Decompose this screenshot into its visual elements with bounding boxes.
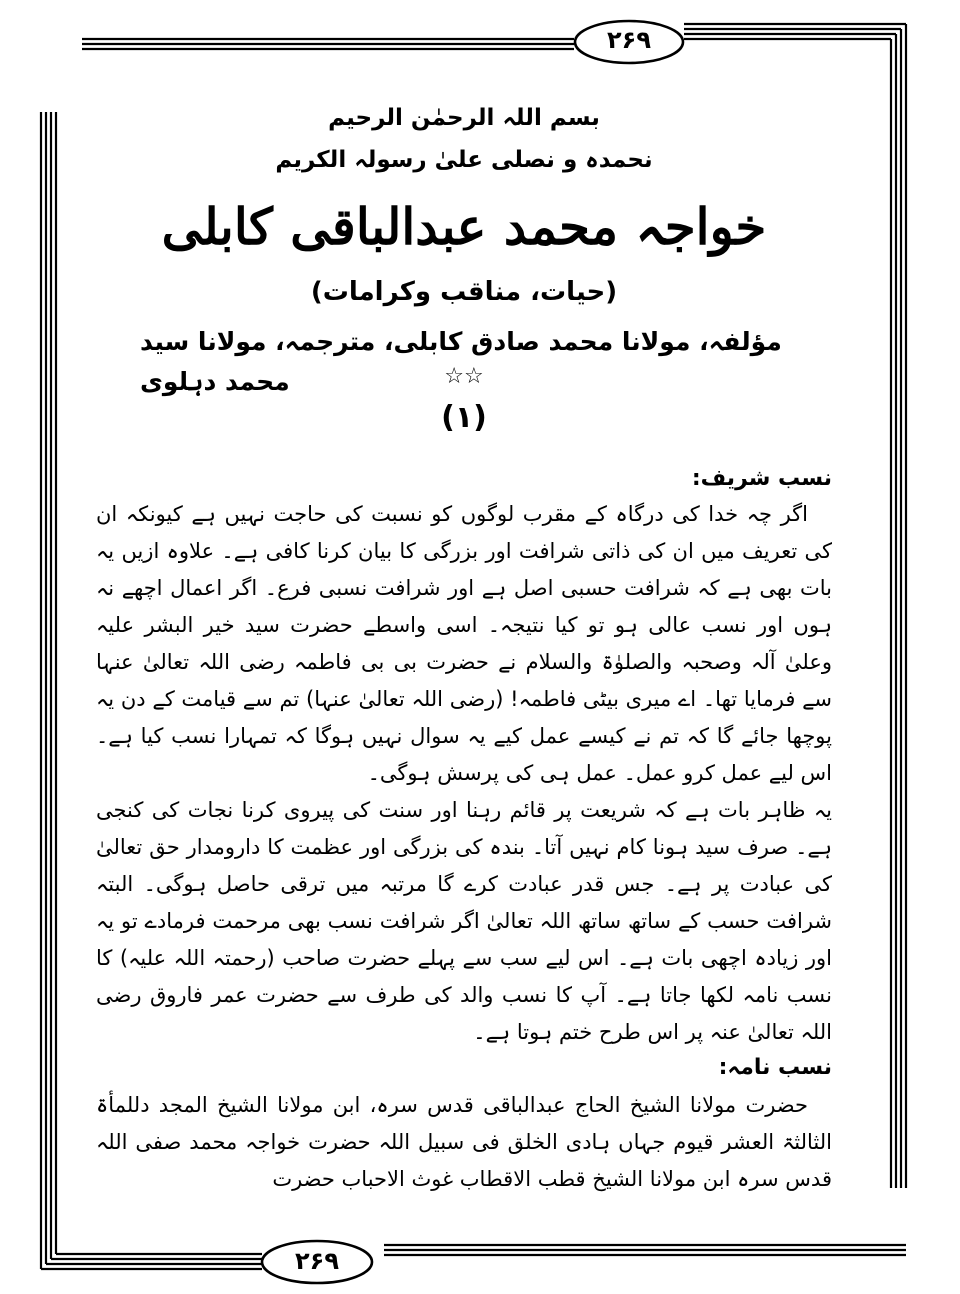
- chapter-number: (۱): [441, 400, 487, 435]
- author-credits: مؤلفہ، مولانا محمد صادق کابلی، مترجمہ، مولانا سید محمد دہلوی: [140, 327, 782, 396]
- stars-ornament: ☆☆: [444, 364, 484, 389]
- section-heading-genealogy: نسب نامہ:: [718, 1055, 832, 1080]
- book-subtitle: (حیات، مناقب وکرامات): [310, 277, 618, 307]
- bismillah: بسم اللہ الرحمٰن الرحیم: [328, 105, 600, 131]
- page-content: [96, 100, 832, 1198]
- section-heading-lineage: نسب شریف:: [691, 466, 832, 491]
- paragraph: یہ ظاہر بات ہے کہ شریعت پر قائم رہنا اور سنت کی پیروی کرنا نجات کی کنجی ہے۔ صرف سید ہونا کام نہیں آتا۔ بندہ کی بزرگی اور عظمت کا دارومدار حق تعالیٰ کی عبادت پر ہے۔ جس قدر عبادت کرے گا مرتبہ میں ترقی حاصل ہوگی۔ البتہ شرافت حسب کے ساتھ ساتھ اللہ تعالیٰ اگر شرافت نسب بھی مرحمت فرمادے تو یہ اور زیادہ اچھی بات ہے۔ اس لیے سب سے پہلے حضرت صاحب (رحمتہ اللہ علیہ) کا نسب نامہ لکھا جاتا ہے۔ آپ کا نسب والد کی طرف سے حضرت عمر فاروق رضی اللہ تعالیٰ عنہ پر اس طرح ختم ہوتا ہے۔: [96, 798, 832, 1044]
- paragraph: حضرت مولانا الشیخ الحاج عبدالباقی قدس سرہ، ابن مولانا الشیخ المجد دللمأۃ الثالثۃ العشر قیوم جہاں ہادی الخلق فی سبیل اللہ حضرت خواجہ محمد صفی اللہ قدس سرہ ابن مولانا الشیخ قطب الاقطاب غوث الاحباب حضرت: [96, 1093, 832, 1191]
- page-number-top: ۲۶۹: [607, 26, 651, 54]
- book-title: خواجہ محمد عبدالباقی کابلی: [161, 197, 767, 256]
- salutation: نحمدہ و نصلی علیٰ رسولہ الکریم: [275, 147, 653, 173]
- page-number-bottom: ۲۶۹: [295, 1247, 339, 1275]
- paragraph: اگر چہ خدا کی درگاہ کے مقرب لوگوں کو نسبت کی حاجت نہیں ہے کیونکہ ان کی تعریف میں ان کی ذاتی شرافت اور بزرگی کا بیان کرنا کافی ہے۔ علاوہ ازیں یہ بات بھی ہے کہ شرافت حسبی اصل ہے اور شرافت نسبی فرع۔ اگر اعمال اچھے نہ ہوں اور نسب عالی ہو تو کیا نتیجہ۔ اسی واسطے حضرت سید خیر البشر علیہ وعلیٰ آلہ وصحبہ والصلوٰۃ والسلام نے حضرت بی بی فاطمہ رضی اللہ تعالیٰ عنہا سے فرمایا تھا۔ اے میری بیٹی فاطمہ! (رضی اللہ تعالیٰ عنہا) تم سے قیامت کے دن یہ پوچھا جائے گا کہ تم نے کیسے عمل کیے یہ سوال نہیں ہوگا کہ تمہارا نسب کیا ہے۔ اس لیے عمل کرو عمل۔ عمل ہی کی پرسش ہوگی۔: [96, 502, 832, 785]
